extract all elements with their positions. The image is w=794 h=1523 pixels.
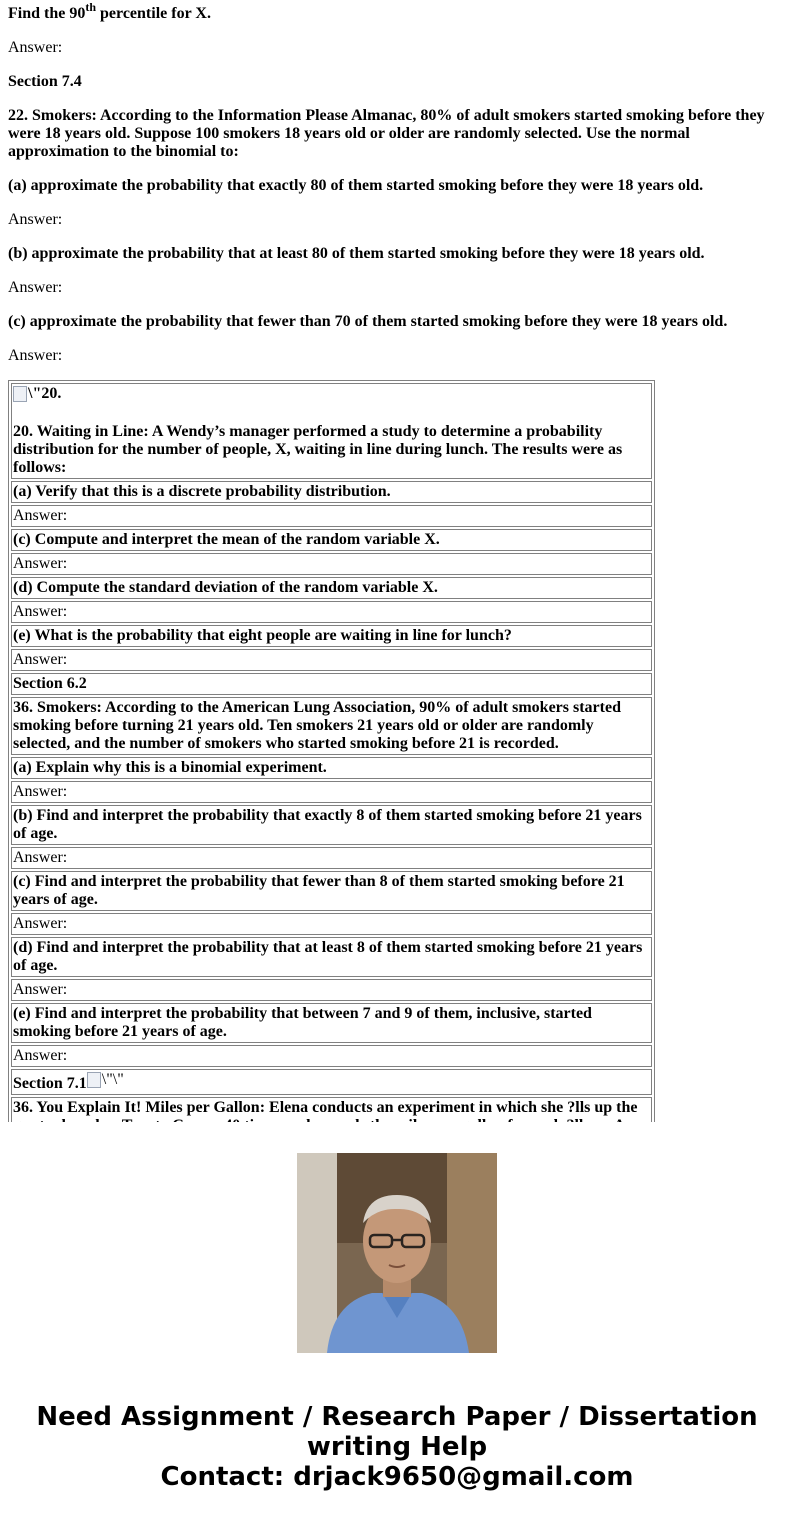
question-20-part-d: (d) Compute the standard deviation of the random variable X. — [11, 577, 652, 599]
promo-footer — [0, 1122, 794, 1523]
answer-label: Answer: — [8, 211, 63, 228]
document-body — [8, 0, 778, 1122]
table-row — [11, 805, 652, 845]
section-heading-7-1 — [11, 1069, 652, 1095]
promo-text — [0, 1402, 794, 1492]
table-row — [11, 937, 652, 977]
broken-image-7-1 — [87, 1071, 124, 1089]
intro-question — [8, 0, 778, 23]
table-row — [11, 601, 652, 623]
question-22-part-a: (a) approximate the probability that exactly 80 of them started smoking before they were 18 years old. — [8, 177, 704, 194]
broken-image-icon — [13, 386, 27, 402]
question-20-part-c: (c) Compute and interpret the mean of the random variable X. — [11, 529, 652, 551]
answer-label: Answer: — [11, 505, 652, 527]
table-row — [11, 481, 652, 503]
question-36-smokers: 36. Smokers: According to the American Lung Association, 90% of adult smokers started smoking before turning 21 years old. Ten smokers 21 years old or older are randomly selected, and the number of smokers who started smoking before 21 is recorded. — [11, 697, 652, 755]
table-row — [11, 1003, 652, 1043]
question-36-part-c: (c) Find and interpret the probability that fewer than 8 of them started smoking before 21 years of age. — [11, 871, 652, 911]
answer-label: Answer: — [11, 979, 652, 1001]
table-row — [11, 847, 652, 869]
question-22: 22. Smokers: According to the Information Please Almanac, 80% of adult smokers started smoking before they were 18 years old. Suppose 100 smokers 18 years old or older are randomly selected. Use the normal approximation to the binomial to: — [8, 107, 765, 160]
section-heading-7-4: Section 7.4 — [8, 73, 82, 90]
question-20-part-e: (e) What is the probability that eight people are waiting in line for lunch? — [11, 625, 652, 647]
table-row — [11, 553, 652, 575]
table-row — [11, 577, 652, 599]
table-row — [11, 529, 652, 551]
question-36-mpg: 36. You Explain It! Miles per Gallon: Elena conducts an experiment in which she ?lls up the — [11, 1097, 652, 1173]
table-row — [11, 757, 652, 779]
question-20-cell — [11, 383, 652, 479]
broken-image-20 — [13, 385, 61, 403]
answer-label: Answer: — [8, 279, 63, 296]
answer-label: Answer: — [11, 913, 652, 935]
table-row — [11, 871, 652, 911]
answer-label: Answer: — [11, 553, 652, 575]
question-table — [8, 380, 655, 1176]
table-row — [11, 979, 652, 1001]
answer-label: Answer: — [8, 347, 63, 364]
intro-superscript: th — [85, 0, 97, 14]
table-row — [11, 697, 652, 755]
answer-label: Answer: — [11, 1045, 652, 1067]
table-row — [11, 1069, 652, 1095]
broken-image-icon — [87, 1072, 101, 1088]
answer-label: Answer: — [8, 39, 63, 56]
table-row — [11, 1045, 652, 1067]
question-22-part-c: (c) approximate the probability that fewer than 70 of them started smoking before they were 18 years old. — [8, 313, 728, 330]
author-photo — [297, 1153, 497, 1353]
image-alt-text: \"\" — [101, 1071, 124, 1088]
question-36-part-d: (d) Find and interpret the probability that at least 8 of them started smoking before 21 years of age. — [11, 937, 652, 977]
table-row — [11, 649, 652, 671]
promo-line-2: writing Help — [306, 1432, 488, 1462]
intro-trail: percentile for X. — [96, 5, 211, 22]
answer-label: Answer: — [11, 601, 652, 623]
question-36-part-e: (e) Find and interpret the probability that between 7 and 9 of them, inclusive, started smoking before 21 years of age. — [11, 1003, 652, 1043]
question-20-part-a: (a) Verify that this is a discrete probability distribution. — [11, 481, 652, 503]
question-36-part-b: (b) Find and interpret the probability that exactly 8 of them started smoking before 21 years of age. — [11, 805, 652, 845]
table-row — [11, 625, 652, 647]
question-20: 20. Waiting in Line: A Wendy’s manager performed a study to determine a probability distribution for the number of people, X, waiting in line during lunch. The results were as follows: — [13, 423, 623, 476]
image-alt-text: \"20. — [28, 385, 62, 402]
table-row — [11, 383, 652, 479]
answer-label: Answer: — [11, 847, 652, 869]
table-row — [11, 913, 652, 935]
answer-label: Answer: — [11, 649, 652, 671]
answer-label: Answer: — [11, 781, 652, 803]
section-heading-6-2: Section 6.2 — [11, 673, 652, 695]
question-22-part-b: (b) approximate the probability that at least 80 of them started smoking before they were 18 years old. — [8, 245, 705, 262]
question-36-part-a: (a) Explain why this is a binomial experiment. — [11, 757, 652, 779]
author-portrait-icon — [297, 1153, 497, 1353]
intro-lead: Find the 90 — [8, 5, 86, 22]
promo-line-1: Need Assignment / Research Paper / Dissertation — [36, 1402, 758, 1432]
section-71-label: Section 7.1 — [13, 1075, 87, 1092]
table-row — [11, 673, 652, 695]
table-row — [11, 505, 652, 527]
table-row — [11, 781, 652, 803]
promo-contact-email: Contact: drjack9650@gmail.com — [160, 1462, 634, 1492]
